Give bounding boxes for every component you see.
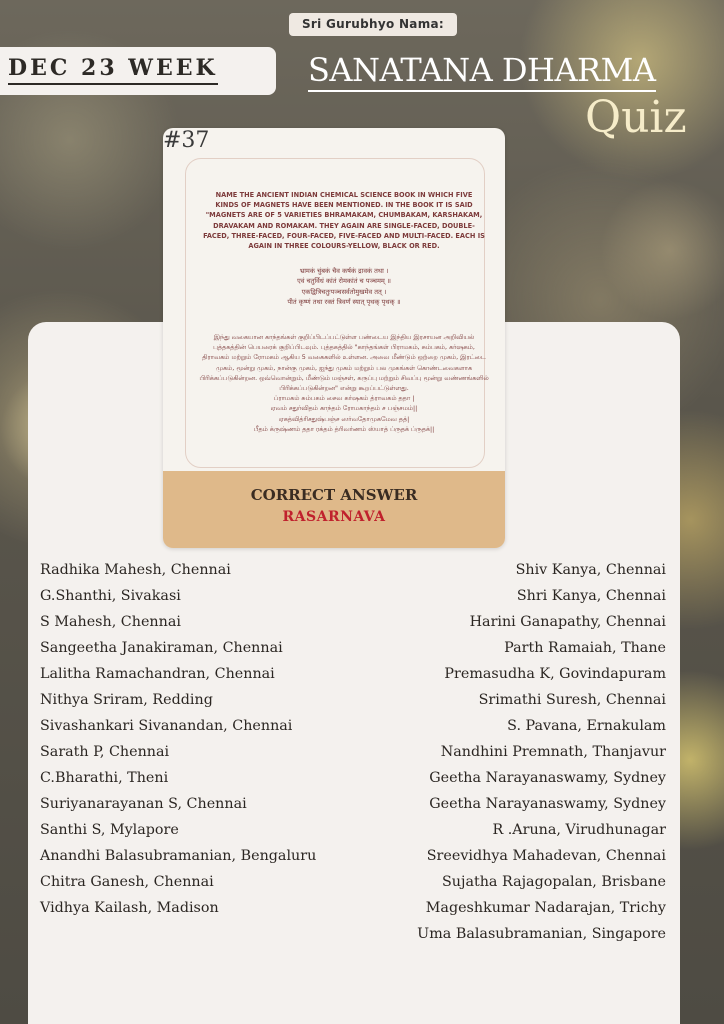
winner-name: G.Shanthi, Sivakasi: [40, 588, 181, 604]
winner-name: Shri Kanya, Chennai: [516, 588, 666, 604]
winner-name: Vidhya Kailash, Madison: [40, 900, 219, 916]
winners-list-right: [417, 557, 666, 947]
winner-name: Premasudha K, Govindapuram: [444, 666, 666, 682]
winner-name: Anandhi Balasubramanian, Bengaluru: [40, 848, 317, 864]
tamil-sloka-line: ஏவம் சதுர்விதம் காந்தம் ரோமகாந்தம் ச பஞ்சமம்||: [270, 404, 418, 413]
winners-list-left: [40, 557, 316, 921]
answer-label: CORRECT ANSWER: [250, 486, 418, 504]
tamil-sloka-line: ப்ராமகம் சும்பகம் சைவ கர்ஷகம் த்ராவகம் ததா |: [273, 394, 415, 403]
sanskrit-line: पीतं कृष्णं तथा रक्तं त्रिवर्णं स्यात् पृथक् पृथक् ॥: [287, 298, 401, 307]
winner-name: R .Aruna, Virudhunagar: [492, 822, 666, 838]
winner-name: S. Pavana, Ernakulam: [507, 718, 666, 734]
winner-name: Nithya Sriram, Redding: [40, 692, 213, 708]
sanskrit-line: एवं चतुर्विधं कांतं रोमकांतं च पञ्चमम् ॥: [297, 277, 391, 286]
winner-name: Sreevidhya Mahadevan, Chennai: [426, 848, 666, 864]
winner-name: Harini Ganapathy, Chennai: [469, 614, 666, 630]
winner-name: Parth Ramaiah, Thane: [504, 640, 666, 656]
winner-name: Chitra Ganesh, Chennai: [40, 874, 214, 890]
winner-name: Geetha Narayanaswamy, Sydney: [429, 770, 666, 786]
week-badge: [0, 47, 276, 95]
sanskrit-verse: [203, 266, 485, 308]
winner-name: Srimathi Suresh, Chennai: [478, 692, 666, 708]
sanskrit-line: भ्रामकं चुंबकं चैव कर्षकं द्रावकं तथा ।: [299, 267, 389, 275]
answer-band: [163, 471, 505, 548]
week-label: DEC 23 WEEK: [8, 55, 218, 85]
page-title: SANATANA DHARMA: [308, 50, 656, 92]
winner-name: Uma Balasubramanian, Singapore: [417, 926, 666, 942]
page-subtitle: Quiz: [585, 92, 687, 143]
winner-name: Lalitha Ramachandran, Chennai: [40, 666, 275, 682]
question-number: #37: [163, 128, 210, 153]
winner-name: Suriyanarayanan S, Chennai: [40, 796, 247, 812]
winner-name: Santhi S, Mylapore: [40, 822, 179, 838]
tamil-sloka-line: பீதம் க்ருஷ்ணம் ததா ரக்தம் த்ரிவர்ணம் ஸ்யாத் ப்ருதக் ப்ருதக்||: [253, 424, 435, 433]
winner-name: Sivashankari Sivanandan, Chennai: [40, 718, 293, 734]
winner-name: Sangeetha Janakiraman, Chennai: [40, 640, 283, 656]
question-english: NAME THE ANCIENT INDIAN CHEMICAL SCIENCE BOOK IN WHICH FIVE KINDS OF MAGNETS HAVE BEEN MENTIONED. IN THE BOOK IT IS SAID "MAGNETS ARE OF 5 VARIETIES BHRAMAKAM, CHUMBAKAM, KARSHAKAM, DRAVAKAM AND ROMAKAM. THEY AGAIN ARE SINGLE-FACED, DOUBLE-FACED, THREE-FACED, FOUR-FACED, FIVE-FACED AND MULTI-FACED. EACH IS AGAIN IN THREE COLOURS-YELLOW, BLACK OR RED.: [203, 191, 485, 251]
winner-name: Sarath P, Chennai: [40, 744, 170, 760]
tagline: Sri Gurubhyo Nama:: [289, 13, 457, 36]
winner-name: Shiv Kanya, Chennai: [515, 562, 666, 578]
question-card: [163, 128, 505, 548]
tamil-sloka-line: ஏகத்வித்ரிசதுஷ்பஞ்ச ஸர்வதோமுகமேவ தத்|: [278, 414, 410, 423]
winner-name: S Mahesh, Chennai: [40, 614, 181, 630]
answer-value: RASARNAVA: [282, 509, 386, 525]
winner-name: C.Bharathi, Theni: [40, 770, 169, 786]
winner-name: Nandhini Premnath, Thanjavur: [440, 744, 666, 760]
sanskrit-line: एकद्वित्रिचतुःपञ्चसर्वतोमुखमेव तत् ।: [301, 287, 387, 296]
winner-name: Sujatha Rajagopalan, Brisbane: [442, 874, 666, 890]
winner-name: Radhika Mahesh, Chennai: [40, 562, 231, 578]
bokeh-light: [600, 180, 724, 320]
tamil-question-text: இந்து வகையான காந்தங்கள் குறிப்பிடப்பட்டுள்ள பண்டைய இந்திய இரசாயன அறிவியல் புத்தகத்தின் பெயரைக் குறிப்பிடவும். புத்தகத்தில் "காந்தங்கள் பிராமகம், சும்பகம், கர்ஷகம், திராவகம் மற்றும் ரோமகம் ஆகிய 5 வகைகளில் உள்ளன. அவை மீண்டும் ஒற்றை முகம், இரட்டை முகம், மூன்று முகம், நான்கு முகம், ஐந்து முகம் மற்றும் பல முகங்கள் கொண்டவைகளாக பிரிக்கப்படுகின்றன. ஒவ்வொன்றும், மீண்டும் மஞ்சள், கருப்பு மற்றும் சிவப்பு மூன்று வண்ணங்களில் பிரிக்கப்படுகின்றன" என்று கூறப்பட்டுள்ளது.: [199, 333, 489, 393]
winner-name: Geetha Narayanaswamy, Sydney: [429, 796, 666, 812]
winner-name: Mageshkumar Nadarajan, Trichy: [425, 900, 666, 916]
question-tamil: [199, 332, 489, 434]
